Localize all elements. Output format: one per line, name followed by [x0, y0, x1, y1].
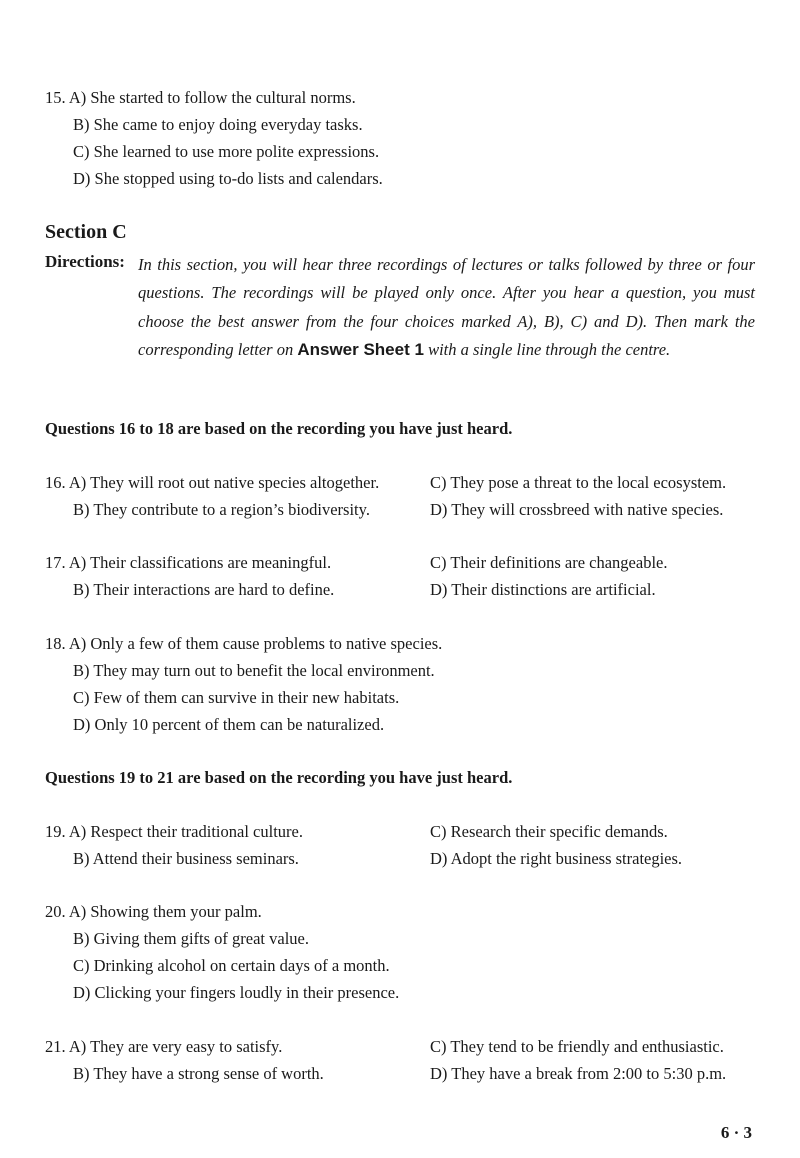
- question-18-option-c: C) Few of them can survive in their new habitats.: [73, 688, 400, 707]
- question-20-option-a: [45, 902, 262, 922]
- question-20-option-d: D) Clicking your fingers loudly in their presence.: [73, 983, 400, 1002]
- question-number: 18.: [45, 634, 66, 653]
- option-text: A) Respect their traditional culture.: [68, 822, 303, 841]
- question-18-option-d: D) Only 10 percent of them can be naturalized.: [73, 715, 385, 734]
- question-16-option-a: [45, 473, 379, 493]
- directions-label: Directions:: [45, 252, 125, 271]
- question-number: 19.: [45, 822, 66, 841]
- question-15-option-c: C) She learned to use more polite expressions.: [73, 142, 380, 161]
- option-text: A) Only a few of them cause problems to native species.: [68, 634, 443, 653]
- option-text: A) Their classifications are meaningful.: [68, 553, 332, 572]
- question-21-option-d: D) They have a break from 2:00 to 5:30 p.m.: [430, 1064, 727, 1083]
- question-16-option-d: D) They will crossbreed with native species.: [430, 500, 724, 519]
- option-text: A) She started to follow the cultural norms.: [68, 88, 356, 107]
- questions-19-21-heading: Questions 19 to 21 are based on the recording you have just heard.: [45, 768, 513, 787]
- page-number: 6 · 3: [720, 1123, 752, 1142]
- question-21-option-b: B) They have a strong sense of worth.: [73, 1064, 324, 1083]
- question-20-option-b: B) Giving them gifts of great value.: [73, 929, 309, 948]
- question-19-option-a: [45, 822, 303, 842]
- option-text: A) Showing them your palm.: [68, 902, 262, 921]
- option-text: A) They are very easy to satisfy.: [68, 1037, 283, 1056]
- question-number: 20.: [45, 902, 66, 921]
- questions-16-18-heading: Questions 16 to 18 are based on the recording you have just heard.: [45, 419, 513, 438]
- question-number: 16.: [45, 473, 66, 492]
- directions-text: [138, 251, 755, 365]
- question-number: 15.: [45, 88, 66, 107]
- question-17-option-a: [45, 553, 331, 573]
- answer-sheet-label: Answer Sheet 1: [297, 340, 424, 360]
- question-15-option-d: D) She stopped using to-do lists and calendars.: [73, 169, 383, 188]
- question-21-option-c: C) They tend to be friendly and enthusiastic.: [430, 1037, 724, 1056]
- directions-part-1: In this section, you will hear three recordings of lectures or talks followed by three or four questions. The recordings will be played only once. After you hear a question, you must choose the best answer from the four choices marked A), B), C) and D). Then mark the corresponding letter on: [138, 255, 755, 360]
- question-19-option-b: B) Attend their business seminars.: [73, 849, 299, 868]
- question-17-option-c: C) Their definitions are changeable.: [430, 553, 668, 572]
- question-number: 17.: [45, 553, 66, 572]
- section-title: Section C: [45, 221, 127, 243]
- question-15-option-b: B) She came to enjoy doing everyday tasks.: [73, 115, 363, 134]
- question-18-option-b: B) They may turn out to benefit the local environment.: [73, 661, 435, 680]
- question-number: 21.: [45, 1037, 66, 1056]
- question-16-option-c: C) They pose a threat to the local ecosystem.: [430, 473, 727, 492]
- question-15-option-a: [45, 88, 356, 108]
- question-16-option-b: B) They contribute to a region’s biodiversity.: [73, 500, 370, 519]
- option-text: A) They will root out native species altogether.: [68, 473, 380, 492]
- question-17-option-d: D) Their distinctions are artificial.: [430, 580, 656, 599]
- question-17-option-b: B) Their interactions are hard to define.: [73, 580, 335, 599]
- question-19-option-d: D) Adopt the right business strategies.: [430, 849, 683, 868]
- question-20-option-c: C) Drinking alcohol on certain days of a month.: [73, 956, 390, 975]
- question-19-option-c: C) Research their specific demands.: [430, 822, 668, 841]
- directions-part-2: with a single line through the centre.: [428, 340, 671, 360]
- question-21-option-a: [45, 1037, 282, 1057]
- question-18-option-a: [45, 634, 442, 654]
